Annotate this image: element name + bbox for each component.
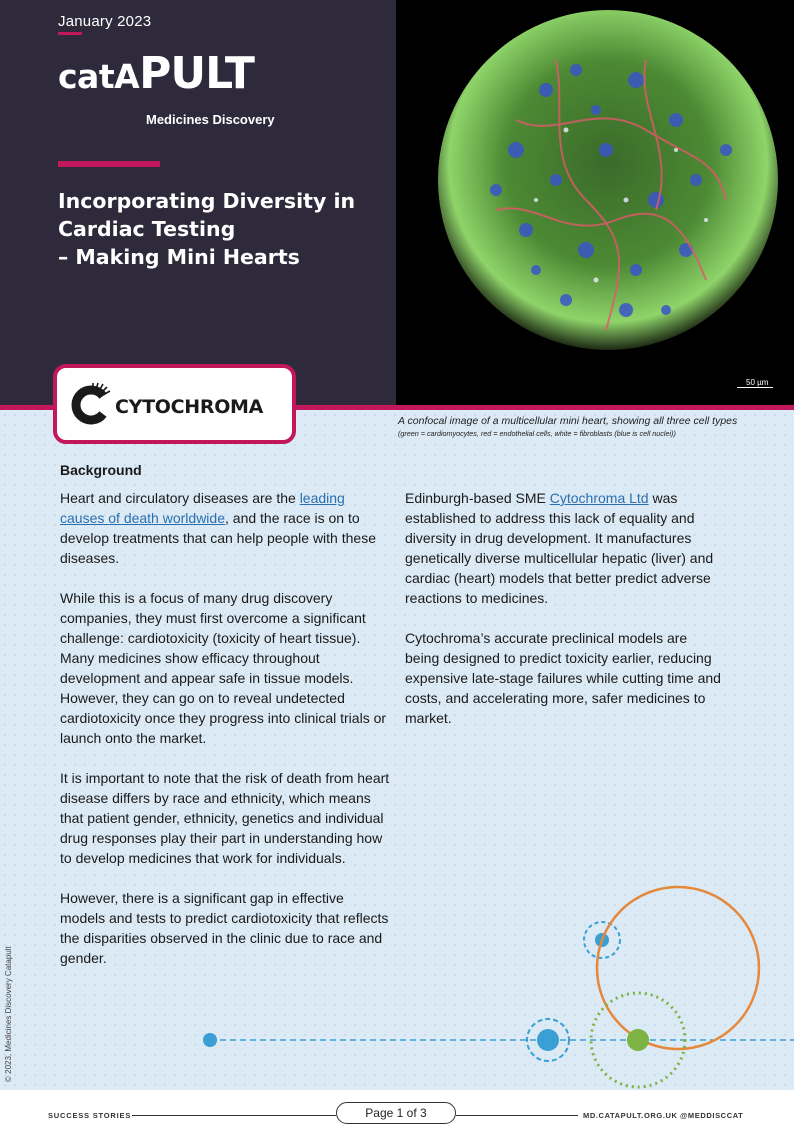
title-line: Incorporating Diversity in: [58, 189, 356, 213]
mini-heart-illustration: [396, 0, 794, 405]
footer-section-label: SUCCESS STORIES: [48, 1111, 132, 1120]
logo-subtitle: Medicines Discovery: [146, 112, 275, 127]
scale-label: 50 µm: [746, 378, 769, 387]
caption-main: A confocal image of a multicellular mini heart, showing all three cell types: [398, 415, 738, 427]
paragraph: However, there is a significant gap in effective models and tests to predict cardiotoxicity that reflects the disparities observed in the clinic due to race and gender.: [60, 890, 389, 966]
footer-rule: [456, 1115, 578, 1116]
paragraph: While this is a focus of many drug discovery companies, they must first overcome a significant challenge: cardiotoxicity (toxicity of heart tissue). Many medicines show efficacy throughout development and appear safe in tissue models. However, they can go on to reveal undetected cardiotoxicity once they progress into clinical trials or launch onto the market.: [60, 590, 387, 746]
image-caption: [398, 415, 778, 439]
title-line: – Making Mini Hearts: [58, 245, 300, 269]
paragraph: [60, 488, 390, 568]
section-heading: Background: [60, 462, 142, 478]
footer-social-handle[interactable]: @MEDDISCCAT: [680, 1111, 744, 1120]
date-underline: [58, 32, 82, 35]
catapult-logo: [58, 48, 254, 99]
logo-word-big: PULT: [139, 48, 254, 99]
text-span: , and the race is on to develop treatments that can help people with these diseases.: [60, 510, 376, 566]
paragraph: It is important to note that the risk of death from heart disease differs by race and ethnicity, which means that patient gender, ethnicity, genetics and individual drug responses play their part in understanding how to develop medicines that work for individuals.: [60, 770, 390, 866]
footer-rule: [132, 1115, 336, 1116]
publication-date: January 2023: [58, 13, 152, 30]
text-span: Heart and circulatory diseases are the: [60, 490, 300, 506]
paragraph: [405, 488, 725, 608]
title-line: Cardiac Testing: [58, 217, 236, 241]
right-column: [405, 488, 725, 748]
copyright-notice: © 2023, Medicines Discovery Catapult: [4, 946, 13, 1082]
paragraph: Cytochroma’s accurate preclinical models are being designed to predict toxicity earlier, reducing expensive late-stage failures while cutting time and costs, and accelerating more, safer medicines to market.: [405, 630, 721, 726]
accent-bar: [58, 161, 160, 167]
text-span: Edinburgh-based SME: [405, 490, 550, 506]
mini-heart-image: [396, 0, 794, 405]
page-indicator: Page 1 of 3: [336, 1102, 456, 1124]
page-title: [58, 187, 378, 271]
footer: [0, 1090, 794, 1135]
cytochroma-wordmark: CYTOCHROMA: [115, 396, 264, 418]
leading-causes-link[interactable]: leading causes of death worldwide: [60, 490, 345, 526]
decorative-circles: [180, 880, 794, 1090]
cytochroma-logo-box: [53, 364, 296, 444]
caption-detail: (green = cardiomyocytes, red = endothelial cells, white = fibroblasts (blue is cell nuclei)): [398, 429, 676, 438]
logo-word-small: catA: [58, 57, 140, 96]
footer-url-link[interactable]: MD.CATAPULT.ORG.UK: [583, 1111, 678, 1120]
text-span: was established to address this lack of equality and diversity in drug development. It manufactures genetically diverse multicellular hepatic (liver) and cardiac (heart) models that better predict adverse reactions to medicines.: [405, 490, 714, 606]
cytochroma-link[interactable]: Cytochroma Ltd: [549, 490, 649, 506]
scale-bar: [737, 387, 773, 388]
cytochroma-mark-icon: [69, 382, 113, 428]
